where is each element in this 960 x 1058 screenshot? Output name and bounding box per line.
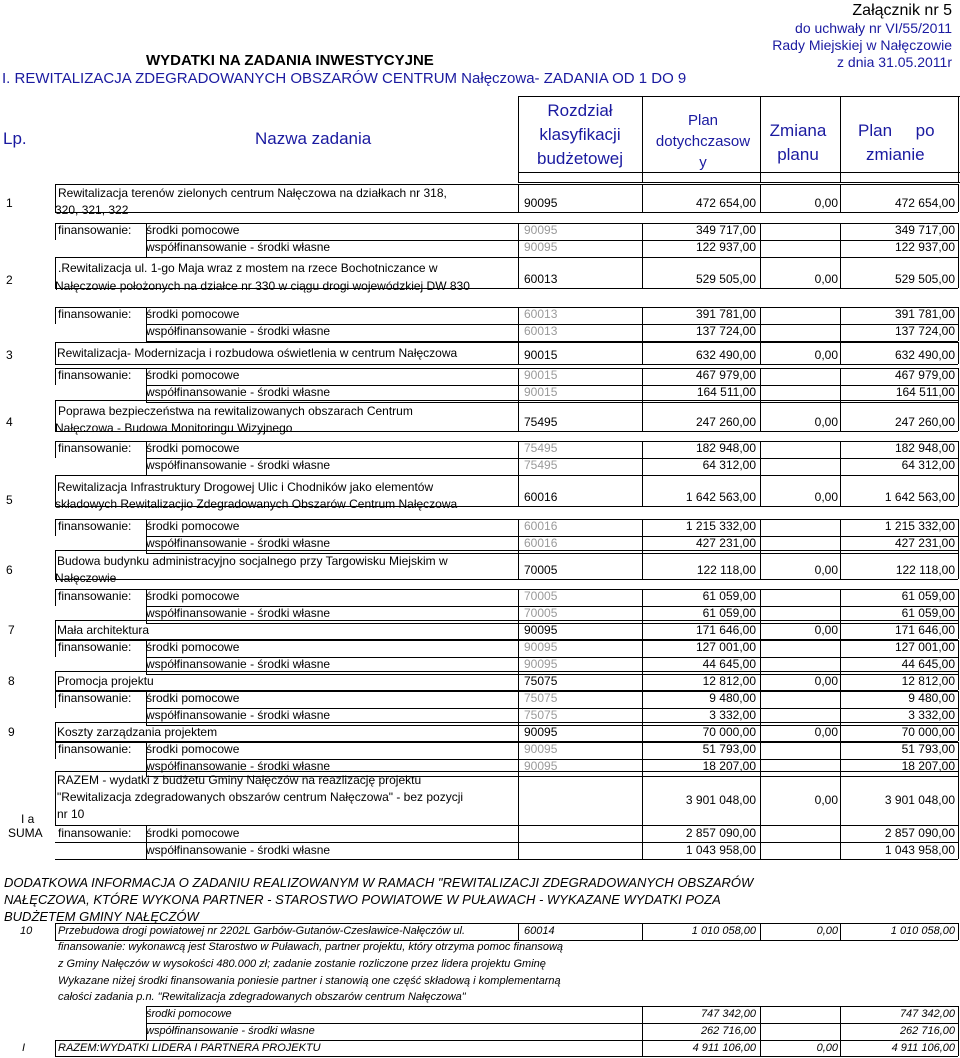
task-after: 529 505,00 [894, 272, 955, 286]
task-plan: 472 654,00 [695, 196, 756, 210]
task-lp: 8 [8, 674, 15, 688]
grid-line [840, 96, 841, 182]
attachment-resolution: do uchwały nr VI/55/2011 [795, 20, 952, 36]
grid-line [518, 184, 519, 212]
task-code: 90095 [524, 623, 558, 637]
sp-plan: 127 001,00 [695, 640, 756, 654]
task-change: 0,00 [814, 348, 838, 362]
extra-sp-plan: 747 342,00 [700, 1008, 756, 1020]
task-code: 90015 [524, 348, 558, 362]
wsp-code: 75495 [524, 458, 558, 472]
wsp-label: współfinansowanie - środki własne [146, 536, 331, 550]
grid-line [55, 257, 958, 258]
grid-line [958, 257, 959, 288]
wsp-code: 75075 [524, 708, 558, 722]
wsp-label: współfinansowanie - środki własne [146, 458, 331, 472]
wsp-label: współfinansowanie - środki własne [146, 657, 331, 671]
sp-after: 9 480,00 [908, 691, 955, 705]
sp-label: środki pomocowe [146, 441, 240, 455]
grid-line [958, 771, 959, 825]
sp-plan: 1 215 332,00 [685, 519, 756, 533]
task-after: 632 490,00 [894, 348, 955, 362]
wsp-plan: 64 312,00 [702, 458, 756, 472]
wsp-label: współfinansowanie - środki własne [146, 385, 331, 399]
wsp-after: 122 937,00 [894, 240, 955, 254]
sp-after: 467 979,00 [894, 368, 955, 382]
task-plan: 529 505,00 [695, 272, 756, 286]
sp-code: 90095 [524, 223, 558, 237]
grid-line [55, 475, 958, 476]
wsp-after: 427 231,00 [894, 536, 955, 550]
task-name-1: Rewitalizacja terenów zielonych centrum Nałęczowa na działkach nr 318, [58, 186, 447, 200]
extra-lp: 10 [20, 925, 33, 937]
wsp-after: 3 332,00 [908, 708, 955, 722]
wsp-code: 60016 [524, 536, 558, 550]
grid-line [518, 825, 519, 859]
sum-lp-2: SUMA [8, 826, 43, 840]
wsp-after: 137 724,00 [894, 324, 955, 338]
grid-line [518, 550, 519, 579]
wsp-code: 90015 [524, 385, 558, 399]
extra-wsp-label: współfinansowanie - środki własne [146, 1025, 315, 1037]
fin-label: finansowanie: [58, 589, 132, 603]
task-after: 247 260,00 [894, 415, 955, 429]
grid-line [958, 400, 959, 431]
task-code: 75495 [524, 415, 558, 429]
wsp-plan: 3 332,00 [709, 708, 756, 722]
grid-line [518, 368, 519, 402]
sum-wsp-plan: 1 043 958,00 [685, 843, 756, 857]
header-plan-2: dotychczasow [655, 133, 751, 150]
grid-line [55, 691, 56, 708]
sp-code: 60013 [524, 307, 558, 321]
sum-wsp-after: 1 043 958,00 [884, 843, 955, 857]
extra-after: 1 010 058,00 [890, 925, 955, 937]
sp-label: środki pomocowe [146, 640, 240, 654]
task-name-1: Mała architektura [57, 623, 150, 637]
grid-line [958, 307, 959, 341]
wsp-after: 61 059,00 [901, 606, 955, 620]
grid-line [958, 368, 959, 402]
grid-line [518, 257, 519, 288]
grid-line [55, 364, 958, 365]
task-code: 90095 [524, 725, 558, 739]
sum-change: 0,00 [814, 793, 838, 807]
sum-sp-after: 2 857 090,00 [884, 826, 955, 840]
grid-line [55, 368, 56, 385]
task-name-1: Koszty zarządzania projektem [57, 725, 218, 739]
grid-line [55, 742, 56, 759]
grid-line [518, 691, 519, 725]
wsp-label: współfinansowanie - środki własne [146, 240, 331, 254]
header-after-2: zmianie [866, 145, 925, 164]
grid-line [760, 519, 761, 553]
grid-line [55, 307, 56, 324]
fin-label: finansowanie: [58, 640, 132, 654]
grid-line [146, 1023, 958, 1024]
attachment-title: Załącznik nr 5 [852, 2, 952, 19]
grid-line [55, 859, 958, 860]
task-name-1: Rewitalizacja Infrastruktury Drogowej Ulic i Chodników jako elementów [57, 480, 434, 494]
grid-line [55, 589, 56, 606]
grid-line [760, 368, 761, 402]
task-lp: 6 [6, 563, 13, 577]
grid-line [958, 1040, 959, 1056]
grid-line [760, 825, 761, 859]
task-change: 0,00 [814, 272, 838, 286]
header-class-1: Rozdział [547, 101, 613, 120]
extra-note-2: z Gminy Nałęczów w wysokości 480.000 zł; zadanie zostanie rozliczone przez lidera projektu Gminę [58, 958, 546, 970]
task-after: 1 642 563,00 [884, 490, 955, 504]
sp-after: 1 215 332,00 [884, 519, 955, 533]
grid-line [55, 722, 56, 741]
grid-line [958, 519, 959, 553]
sp-plan: 9 480,00 [709, 691, 756, 705]
task-plan: 171 646,00 [695, 623, 756, 637]
extra-wsp-plan: 262 716,00 [700, 1025, 756, 1037]
grid-line [958, 96, 959, 182]
sp-after: 182 948,00 [894, 441, 955, 455]
task-name-1: Poprawa bezpieczeństwa na rewitalizowanych obszarach Centrum [58, 404, 413, 418]
task-plan: 70 000,00 [702, 725, 756, 739]
sp-plan: 51 793,00 [702, 742, 756, 756]
grid-line [760, 96, 761, 182]
fin-label: finansowanie: [58, 368, 132, 382]
extra-code: 60014 [524, 925, 555, 937]
sum-name-1: RAZEM - wydatki z budżetu Gminy Nałęczów na reazlizację projektu [57, 773, 422, 787]
wsp-plan: 122 937,00 [695, 240, 756, 254]
sp-after: 51 793,00 [901, 742, 955, 756]
sp-code: 75495 [524, 441, 558, 455]
sp-label: środki pomocowe [146, 589, 240, 603]
task-lp: 3 [6, 348, 13, 362]
grid-line [518, 722, 519, 741]
sp-after: 61 059,00 [901, 589, 955, 603]
extra-heading-2: NAŁĘCZOWA, KTÓRE WYKONA PARTNER - STAROSTWO POWIATOWE W PUŁAWACH - WYKAZANE WYDATKI POZA [4, 892, 721, 907]
sp-after: 349 717,00 [894, 223, 955, 237]
grid-line [55, 640, 56, 657]
sp-label: środki pomocowe [146, 519, 240, 533]
wsp-plan: 137 724,00 [695, 324, 756, 338]
task-after: 472 654,00 [894, 196, 955, 210]
sp-code: 70005 [524, 589, 558, 603]
grid-line [518, 441, 519, 475]
grid-line [518, 96, 960, 97]
wsp-code: 70005 [524, 606, 558, 620]
grid-line [55, 620, 958, 621]
grid-line [518, 182, 960, 183]
grid-line [518, 223, 519, 257]
grid-line [55, 1040, 958, 1041]
sum-wsp-label: współfinansowanie - środki własne [146, 843, 331, 857]
extra-plan: 1 010 058,00 [691, 925, 756, 937]
wsp-code: 90095 [524, 657, 558, 671]
task-lp: 9 [8, 725, 15, 739]
fin-label: finansowanie: [58, 223, 132, 237]
doc-subtitle: I. REWITALIZACJA ZDEGRADOWANYCH OBSZARÓW CENTRUM Nałęczowa- ZADANIA OD 1 DO 9 [2, 70, 687, 87]
doc-title: WYDATKI NA ZADANIA INWESTYCYJNE [146, 52, 434, 69]
task-after: 122 118,00 [895, 563, 955, 577]
header-change-2: planu [777, 145, 819, 164]
grid-line [958, 589, 959, 623]
task-plan: 247 260,00 [695, 415, 756, 429]
total-plan: 4 911 106,00 [692, 1042, 756, 1054]
extra-heading-3: BUDŻETEM GMINY NAŁĘCZÓW [4, 909, 199, 924]
grid-line [518, 519, 519, 553]
extra-note-3: Wykazane niżej środki finansowania poniesie partner i stanowią one część składową i komplementarną [58, 975, 561, 987]
wsp-label: współfinansowanie - środki własne [146, 324, 331, 338]
grid-line [958, 620, 959, 639]
task-lp: 1 [6, 196, 13, 210]
task-name-2: Nałęczowie [55, 571, 117, 585]
sum-fin-label: finansowanie: [58, 826, 132, 840]
wsp-plan: 164 511,00 [696, 385, 756, 399]
grid-line [958, 640, 959, 674]
task-code: 60016 [524, 490, 558, 504]
grid-line [760, 441, 761, 475]
grid-line [55, 620, 56, 639]
task-name-2: 320, 321, 322 [55, 203, 129, 217]
grid-line [958, 184, 959, 212]
wsp-after: 18 207,00 [901, 759, 955, 773]
task-name-2: Nałęczowie położonych na działce nr 330 w ciągu drogi wojewódzkiej DW 830 [55, 279, 470, 293]
task-name-1: Promocja projektu [57, 674, 154, 688]
grid-line [642, 96, 643, 182]
grid-line [518, 640, 519, 674]
grid-line [55, 400, 958, 401]
wsp-label: współfinansowanie - środki własne [146, 708, 331, 722]
grid-line [146, 402, 958, 403]
sum-name-3: nr 10 [57, 807, 85, 821]
task-change: 0,00 [814, 196, 838, 210]
grid-line [55, 771, 56, 825]
wsp-after: 164 511,00 [895, 385, 955, 399]
total-lp: I [22, 1042, 26, 1054]
wsp-after: 44 645,00 [901, 657, 955, 671]
grid-line [958, 441, 959, 475]
grid-line [55, 671, 56, 690]
task-plan: 632 490,00 [695, 348, 756, 362]
attachment-date: z dnia 31.05.2011r [837, 54, 952, 70]
wsp-plan: 427 231,00 [695, 536, 756, 550]
task-after: 12 812,00 [901, 674, 955, 688]
task-change: 0,00 [814, 415, 838, 429]
grid-line [55, 212, 958, 213]
extra-sp-label: środki pomocowe [146, 1008, 232, 1020]
sp-label: środki pomocowe [146, 223, 240, 237]
wsp-label: współfinansowanie - środki własne [146, 759, 331, 773]
task-after: 70 000,00 [901, 725, 955, 739]
sp-plan: 467 979,00 [695, 368, 756, 382]
total-name: RAZEM:WYDATKI LIDERA I PARTNERA PROJEKTU [58, 1042, 321, 1054]
extra-wsp-after: 262 716,00 [899, 1025, 955, 1037]
wsp-code: 90095 [524, 759, 558, 773]
sum-lp-1: I a [21, 812, 35, 826]
grid-line [518, 400, 519, 431]
header-class-3: budżetowej [536, 149, 623, 168]
sp-after: 391 781,00 [894, 307, 955, 321]
header-class-2: klasyfikacji [539, 125, 621, 144]
fin-label: finansowanie: [58, 742, 132, 756]
extra-note-4: całości zadania p.n. "Rewitalizacja zdegradowanych obszarów centrum Nałęczowa" [58, 991, 466, 1003]
fin-label: finansowanie: [58, 519, 132, 533]
fin-label: finansowanie: [58, 441, 132, 455]
sp-label: środki pomocowe [146, 691, 240, 705]
task-name-1: Budowa budynku administracyjno socjalnego przy Targowisku Miejskim w [57, 554, 448, 568]
grid-line [55, 441, 56, 458]
task-lp: 4 [6, 415, 13, 429]
task-code: 90095 [524, 196, 558, 210]
sum-after: 3 901 048,00 [884, 793, 955, 807]
grid-line [958, 342, 959, 364]
wsp-after: 64 312,00 [901, 458, 955, 472]
grid-line [518, 589, 519, 623]
grid-line [55, 722, 958, 723]
task-code: 60013 [524, 272, 558, 286]
sp-plan: 61 059,00 [702, 589, 756, 603]
task-plan: 1 642 563,00 [685, 490, 756, 504]
grid-line [958, 1006, 959, 1040]
task-change: 0,00 [814, 490, 838, 504]
task-lp: 7 [8, 623, 15, 637]
task-after: 171 646,00 [894, 623, 955, 637]
grid-line [55, 1056, 958, 1057]
grid-line [958, 722, 959, 741]
task-lp: 5 [6, 493, 13, 507]
fin-label: finansowanie: [58, 307, 132, 321]
sum-name-2: "Rewitalizacja zdegradowanych obszarów centrum Nałęczowa" - bez pozycji [57, 790, 464, 804]
grid-line [55, 184, 958, 185]
task-code: 70005 [524, 563, 558, 577]
grid-line [55, 923, 56, 940]
task-code: 75075 [524, 674, 558, 688]
grid-line [518, 620, 519, 639]
extra-change: 0,00 [816, 925, 838, 937]
wsp-code: 60013 [524, 324, 558, 338]
fin-label: finansowanie: [58, 691, 132, 705]
wsp-plan: 61 059,00 [702, 606, 756, 620]
task-plan: 122 118,00 [696, 563, 756, 577]
sp-plan: 182 948,00 [695, 441, 756, 455]
wsp-plan: 18 207,00 [702, 759, 756, 773]
grid-line [518, 923, 519, 940]
task-name-1: Rewitalizacja- Modernizacja i rozbudowa oświetlenia w centrum Nałęczowa [57, 346, 458, 360]
grid-line [760, 223, 761, 257]
sp-plan: 391 781,00 [695, 307, 756, 321]
grid-line [958, 825, 959, 859]
task-name-2: Nałęczowa - Budowa Monitoringu Wizyjnego [55, 421, 293, 435]
total-after: 4 911 106,00 [891, 1042, 955, 1054]
task-change: 0,00 [814, 725, 838, 739]
grid-line [958, 671, 959, 690]
grid-line [518, 342, 519, 364]
grid-line [55, 671, 958, 672]
task-name-2: składowych Rewitalizacjio Zdegradowanych Obszarów Centrum Nałęczowa [55, 497, 458, 511]
grid-line [518, 96, 519, 182]
header-plan-1: Plan [687, 112, 719, 129]
grid-line [760, 1006, 761, 1040]
header-lp: Lp. [3, 129, 27, 148]
grid-line [146, 1006, 958, 1007]
task-change: 0,00 [814, 674, 838, 688]
grid-line [55, 342, 56, 364]
total-change: 0,00 [816, 1042, 838, 1054]
sp-code: 90015 [524, 368, 558, 382]
grid-line [760, 691, 761, 725]
task-change: 0,00 [814, 563, 838, 577]
task-change: 0,00 [814, 623, 838, 637]
grid-line [958, 475, 959, 506]
grid-line [958, 923, 959, 940]
extra-name: Przebudowa drogi powiatowej nr 2202L Garbów-Gutanów-Czesławice-Nałęczów ul. [58, 925, 465, 937]
grid-line [55, 519, 56, 536]
grid-line [518, 671, 519, 690]
wsp-label: współfinansowanie - środki własne [146, 606, 331, 620]
sp-code: 90095 [524, 742, 558, 756]
header-plan-3: y [699, 154, 707, 171]
sum-sp-label: środki pomocowe [146, 826, 240, 840]
sum-plan: 3 901 048,00 [685, 793, 756, 807]
grid-line [518, 172, 960, 173]
wsp-plan: 44 645,00 [702, 657, 756, 671]
extra-sp-after: 747 342,00 [899, 1008, 955, 1020]
grid-line [55, 579, 958, 580]
grid-line [55, 223, 56, 240]
grid-line [518, 771, 519, 825]
header-change-1: Zmiana [769, 121, 827, 140]
task-name-1: .Rewitalizacja ul. 1-go Maja wraz z mostem na rzece Bochotniczance w [58, 261, 438, 275]
sp-label: środki pomocowe [146, 742, 240, 756]
grid-line [55, 342, 958, 343]
sp-label: środki pomocowe [146, 307, 240, 321]
extra-note-1: finansowanie: wykonawcą jest Starostwo w Puławach, partner projektu, który otrzyma pomoc finansową [58, 941, 564, 953]
task-lp: 2 [6, 273, 13, 287]
extra-heading-1: DODATKOWA INFORMACJA O ZADANIU REALIZOWANYM W RAMACH "REWITALIZACJI ZDEGRADOWANYCH OBSZARÓW [4, 875, 754, 890]
grid-line [518, 475, 519, 506]
header-name: Nazwa zadania [255, 129, 372, 148]
wsp-code: 90095 [524, 240, 558, 254]
sum-sp-plan: 2 857 090,00 [685, 826, 756, 840]
grid-line [958, 223, 959, 257]
task-plan: 12 812,00 [702, 674, 756, 688]
grid-line [760, 640, 761, 674]
sp-label: środki pomocowe [146, 368, 240, 382]
grid-line [958, 691, 959, 725]
grid-line [760, 307, 761, 341]
sp-code: 90095 [524, 640, 558, 654]
grid-line [518, 307, 519, 341]
grid-line [55, 1040, 56, 1056]
grid-line [55, 550, 958, 551]
attachment-council: Rady Miejskiej w Nałęczowie [772, 37, 952, 53]
grid-line [958, 550, 959, 579]
grid-line [760, 589, 761, 623]
sp-after: 127 001,00 [894, 640, 955, 654]
sp-plan: 349 717,00 [695, 223, 756, 237]
header-after-1: Plan po [858, 121, 935, 140]
sp-code: 75075 [524, 691, 558, 705]
sp-code: 60016 [524, 519, 558, 533]
